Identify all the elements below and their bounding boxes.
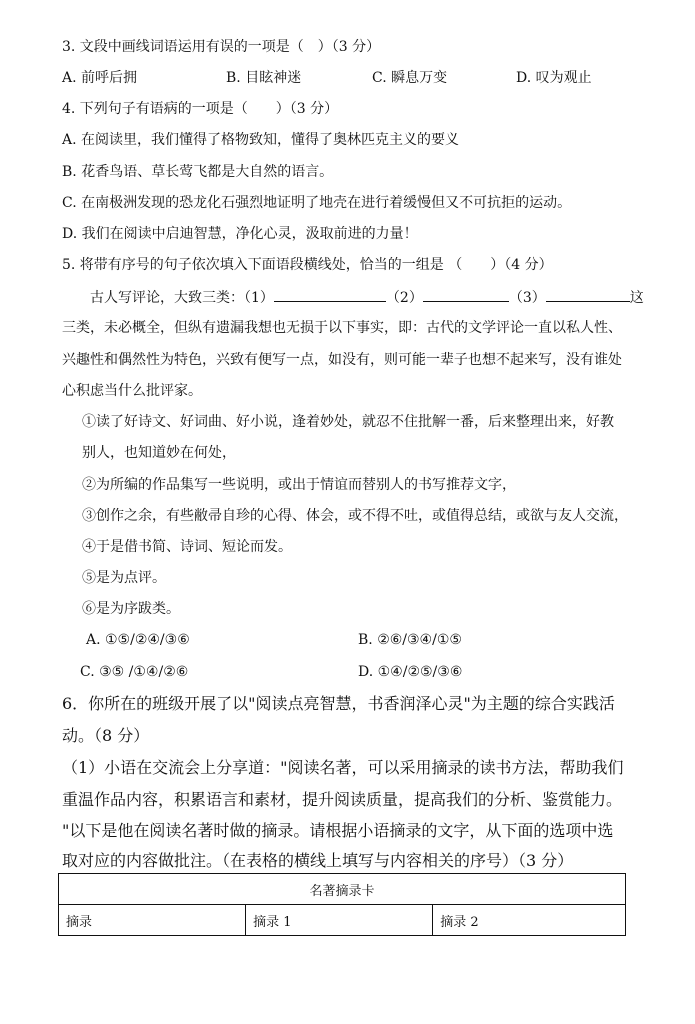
q4-option-a: A. 在阅读里，我们懂得了格物致知，懂得了奥林匹克主义的要义 <box>62 132 460 148</box>
q5-passage-start: 古人写评论，大致三类：（1） <box>90 290 274 306</box>
q5-option-b: B. ②⑥/③④/①⑤ <box>358 632 462 648</box>
q5-blank-2 <box>423 287 509 302</box>
q5-sentence-1-cont: 别人，也知道妙在何处， <box>82 445 236 461</box>
q5-stem: 5. 将带有序号的句子依次填入下面语段横线处，恰当的一组是 （ ）（4 分） <box>62 257 553 273</box>
q5-sentence-4: ④于是借书简、诗词、短论而发。 <box>82 539 292 555</box>
q5-sentence-2: ②为所编的作品集写一些说明，或出于情谊而替别人的书写推荐文字， <box>82 477 516 493</box>
q4-option-d: D. 我们在阅读中启迪智慧，净化心灵，汲取前进的力量！ <box>62 226 418 242</box>
q5-blank-1 <box>274 287 386 302</box>
q5-passage-first-line <box>90 287 644 308</box>
q5-sentence-5: ⑤是为点评。 <box>82 570 166 586</box>
q5-passage-end: 这 <box>629 290 644 306</box>
q5-passage-line: 心积虑当什么批评家。 <box>62 383 202 399</box>
q5-blank-3 <box>546 287 630 302</box>
excerpt-card-col-excerpt-2: 摘录 2 <box>433 905 626 936</box>
q6-line: （1）小语在交流会上分享道："阅读名著，可以采用摘录的读书方法，帮助我们 <box>62 758 624 777</box>
q5-passage-line: 兴趣性和偶然性为特色，兴致有便写一点，如没有，则可能一辈子也想不起来写，没有谁处 <box>62 352 622 368</box>
q3-stem: 3. 文段中画线词语运用有误的一项是（ ）（3 分） <box>62 39 381 55</box>
excerpt-card-title: 名著摘录卡 <box>59 874 626 905</box>
q4-option-c: C. 在南极洲发现的恐龙化石强烈地证明了地壳在进行着缓慢但又不可抗拒的运动。 <box>62 195 572 211</box>
q6-line: "以下是他在阅读名著时做的摘录。请根据小语摘录的文字，从下面的选项中选 <box>62 821 614 840</box>
q5-option-d: D. ①④/②⑤/③⑥ <box>358 664 463 680</box>
q6-line: 动。（8 分） <box>62 726 150 745</box>
q5-sentence-6: ⑥是为序跋类。 <box>82 601 180 617</box>
q4-stem: 4. 下列句子有语病的一项是（ ）（3 分） <box>62 101 339 117</box>
q3-option-c: C. 瞬息万变 <box>372 70 448 86</box>
q5-blank-2-label: （2） <box>385 290 423 306</box>
q5-sentence-1: ①读了好诗文、好词曲、好小说，逢着妙处，就忍不住批解一番，后来整理出来，好教 <box>82 414 614 430</box>
q5-passage-line: 三类，未必概全，但纵有遗漏我想也无损于以下事实，即：古代的文学评论一直以私人性、 <box>62 320 622 336</box>
q3-option-d: D. 叹为观止 <box>516 70 592 86</box>
q5-blank-3-label: （3） <box>508 290 546 306</box>
q6-line: 6．你所在的班级开展了以"阅读点亮智慧，书香润泽心灵"为主题的综合实践活 <box>62 694 615 713</box>
q5-option-c: C. ③⑤ /①④/②⑥ <box>80 664 189 680</box>
excerpt-card-col-label: 摘录 <box>59 905 246 936</box>
q6-line: 取对应的内容做批注。（在表格的横线上填写与内容相关的序号）（3 分） <box>62 851 574 870</box>
q3-option-b: B. 目眩神迷 <box>226 70 302 86</box>
q4-option-b: B. 花香鸟语、草长莺飞都是大自然的语言。 <box>62 164 334 180</box>
q5-option-a: A. ①⑤/②④/③⑥ <box>86 632 190 648</box>
q5-sentence-3: ③创作之余，有些敝帚自珍的心得、体会，或不得不吐，或值得总结，或欲与友人交流， <box>82 508 628 524</box>
q6-line: 重温作品内容，积累语言和素材，提升阅读质量，提高我们的分析、鉴赏能力。 <box>62 790 623 809</box>
excerpt-card-col-excerpt-1: 摘录 1 <box>246 905 433 936</box>
excerpt-card-table <box>58 873 626 936</box>
q3-option-a: A. 前呼后拥 <box>62 70 138 86</box>
